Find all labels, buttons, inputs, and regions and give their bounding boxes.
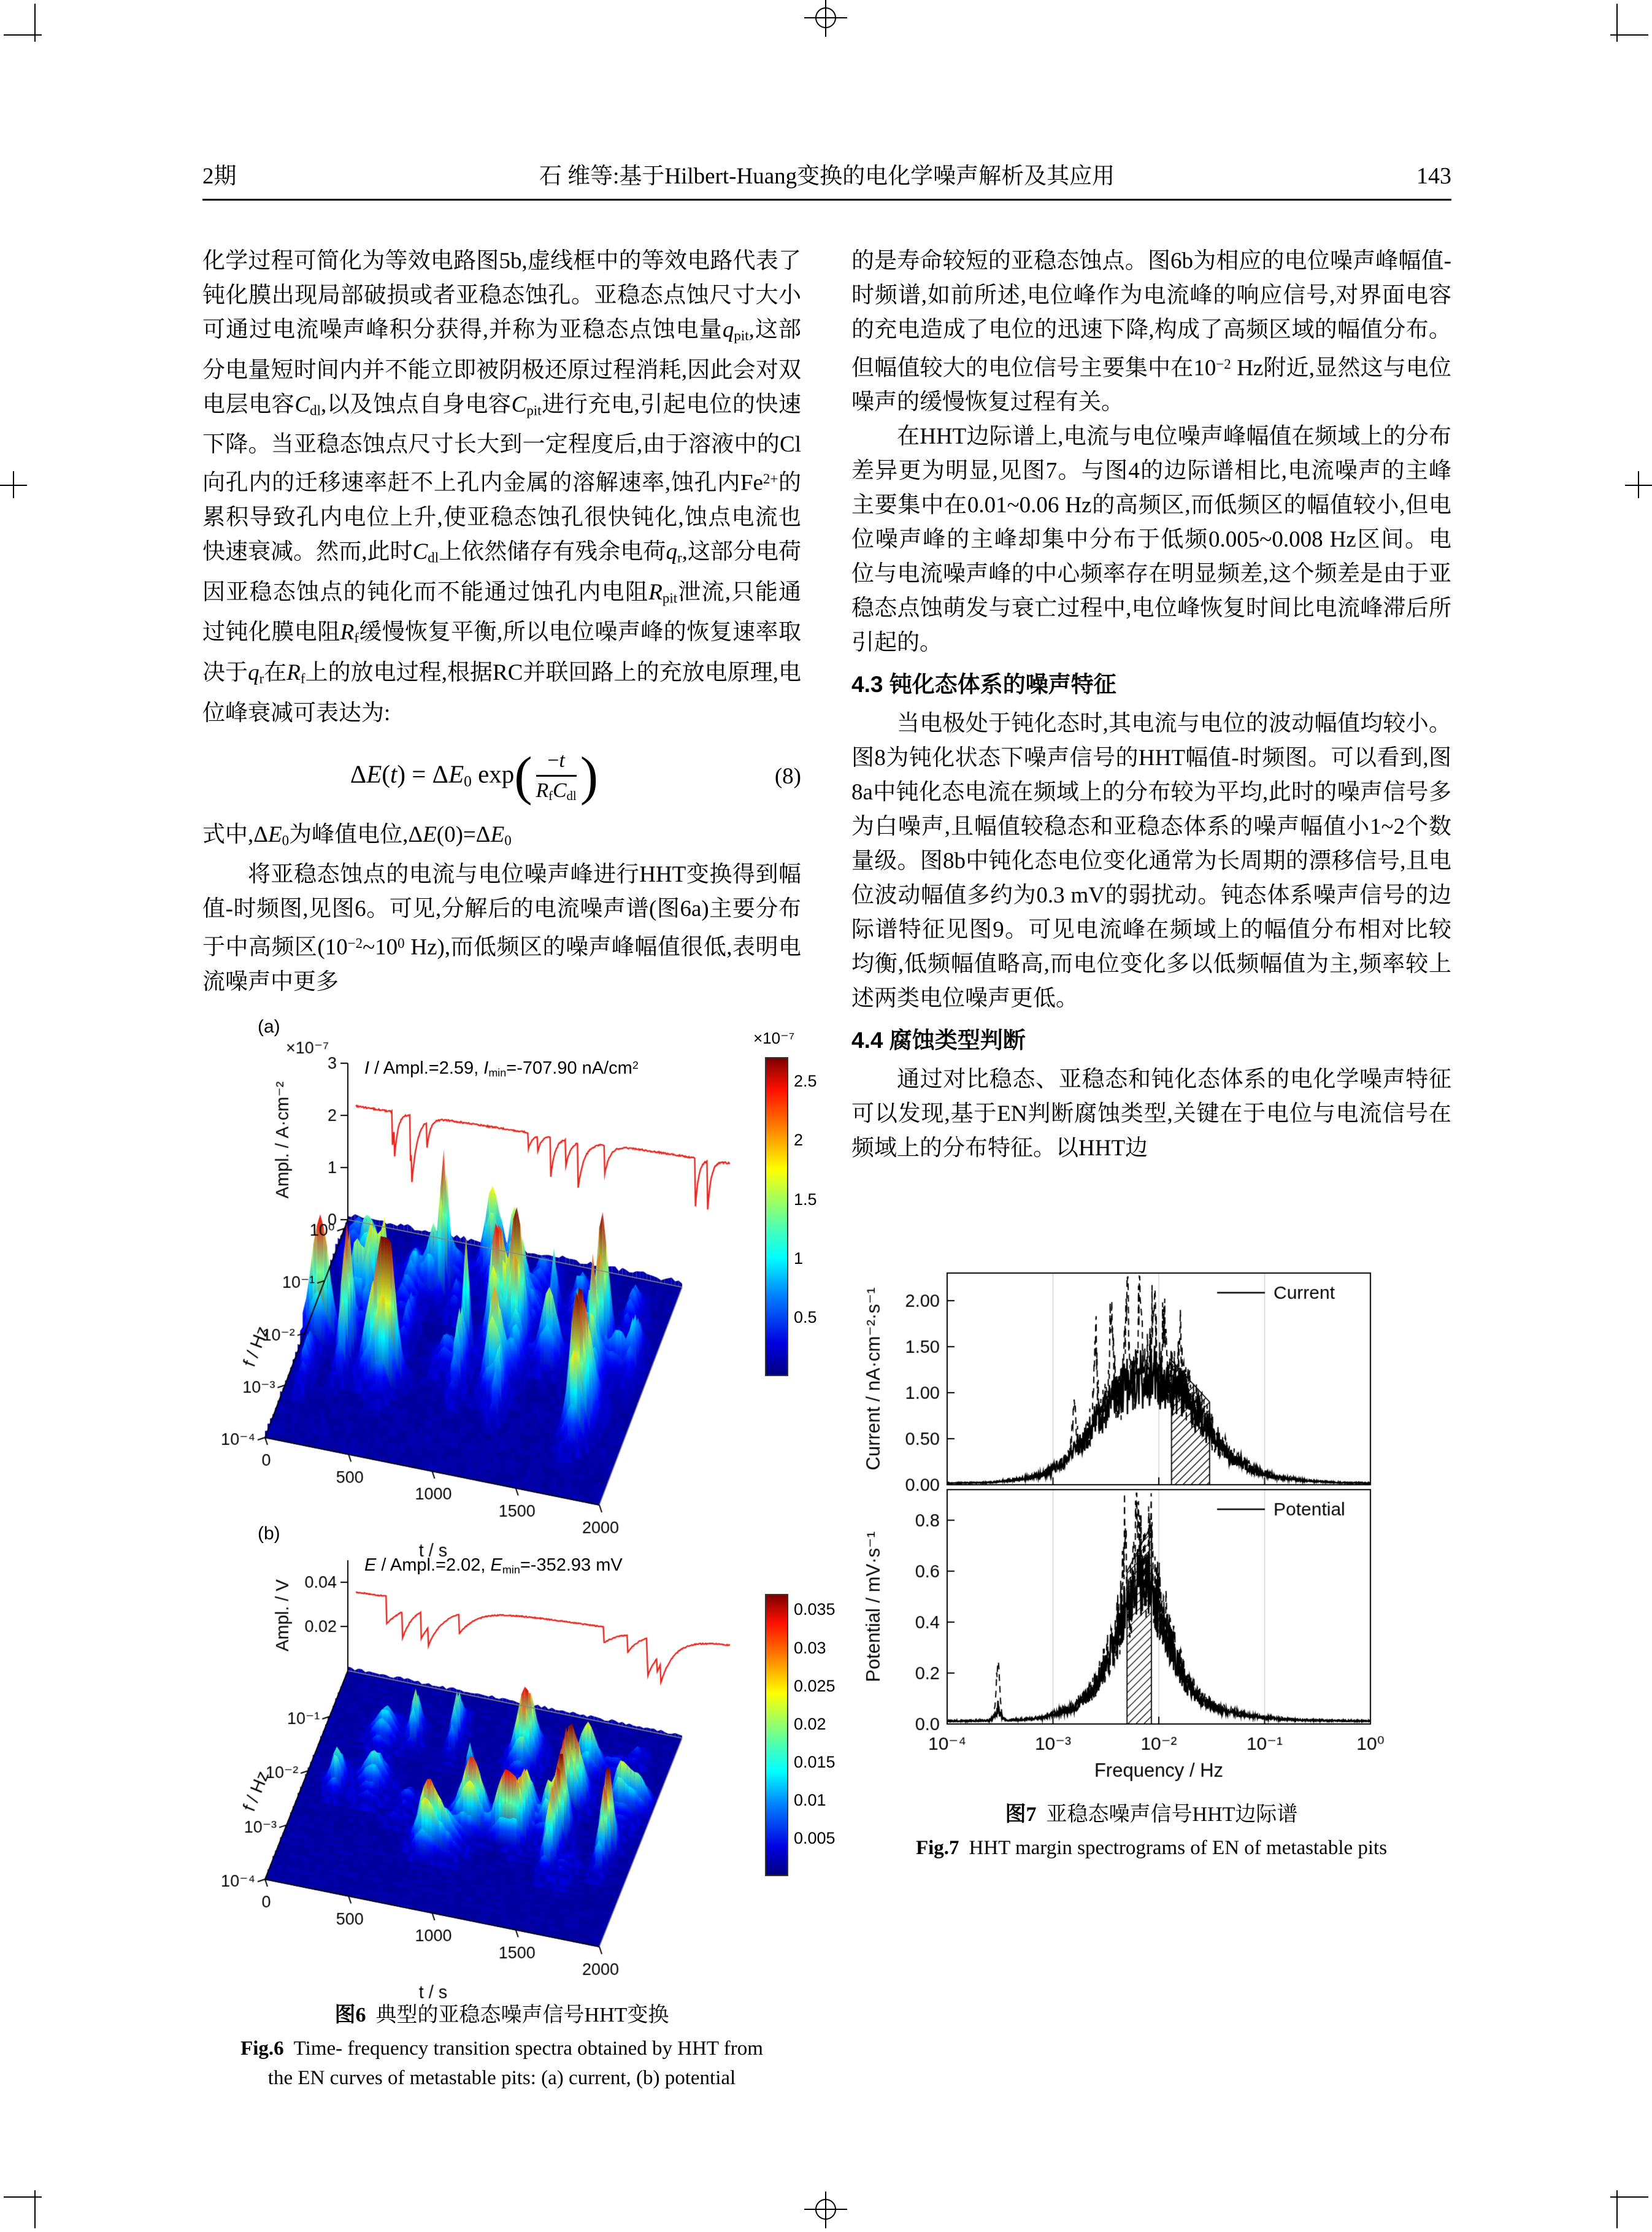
crop-mark-top-left-h [4, 34, 42, 36]
paragraph-metastable-circuit: 化学过程可简化为等效电路图5b,虚线框中的等效电路代表了钝化膜出现局部破损或者亚稳态蚀孔。亚稳态点蚀尺寸大小可通过电流噪声峰积分获得,并称为亚稳态点蚀电量$q_{pit}$,这部分电量短时间内并不能立即被阴极还原过程消耗,因此会对双电层电容$C_{dl}$,以及蚀点自身电容$C_{pit}$进行充电,引起电位的快速下降。当亚稳态蚀点尺寸长大到一定程度后,由于溶液中的Cl向孔内的迁移速率赶不上孔内金属的溶解速率,蚀孔内$Fe^{2+}$的累积导致孔内电位上升,使亚稳态蚀孔很快钝化,蚀点电流也快速衰减。然而,此时$C_{dl}$上依然储存有残余电荷$q_r$,这部分电荷因亚稳态蚀点的钝化而不能通过蚀孔内电阻$R_{pit}$泄流,只能通过钝化膜电阻$R_f$缓慢恢复平衡,所以电位噪声峰的恢复速率取决于$q_r$在$R_f$上的放电过程,根据RC并联回路上的充放电原理,电位峰衰减可表达为: [202, 248, 802, 726]
colorbar-tick-label: 1 [794, 1249, 804, 1268]
figure6b-surface-canvas [210, 1523, 750, 2020]
figure7-caption-cn-label: 图7 [1005, 1803, 1037, 1826]
paragraph-corrosion-type: 通过对比稳态、亚稳态和钝化态体系的电化学噪声特征可以发现,基于EN判断腐蚀类型,关键在于电位与电流信号在频域上的分布特征。以HHT边 [851, 1067, 1451, 1161]
figure6-panel-b [210, 1523, 836, 1991]
colorbar-tick-label: 0.005 [794, 1829, 836, 1848]
figure6a-colorbar-multiplier: ×10⁻⁷ [753, 1028, 795, 1047]
crop-mark-top-left-v [34, 4, 36, 42]
figure7-caption-en-text: HHT margin spectrograms of EN of metastable pits [969, 1837, 1388, 1860]
figure6b-colorbar [765, 1594, 788, 1876]
figure6b-panel-tag: (b) [258, 1523, 280, 1544]
registration-cross-left-v [13, 471, 14, 498]
column-right [851, 244, 1451, 1863]
running-title: 石 维等:基于Hilbert-Huang变换的电化学噪声解析及其应用 [539, 164, 1115, 189]
crop-mark-top-right-h [1610, 34, 1648, 36]
figure6a-annotation: I / Ampl.=2.59, $I_{min}=-707.90$ $nA/cm^2$ [364, 1058, 639, 1079]
registration-target-bottom-center-v [825, 2192, 826, 2228]
paragraph-potential-spectrum: 的是寿命较短的亚稳态蚀点。图6b为相应的电位噪声峰幅值-时频谱,如前所述,电位峰作为电流峰的响应信号,对界面电容的充电造成了电位的迅速下降,构成了高频区域的幅值分布。但幅值较大的电位信号主要集中在$10^{-2}$ Hz附近,显然这与电位噪声的缓慢恢复过程有关。 [851, 248, 1451, 415]
page-number: 143 [1416, 163, 1451, 189]
colorbar-tick-label: 0.02 [794, 1714, 826, 1733]
colorbar-tick-label: 0.015 [794, 1753, 836, 1772]
figure6-caption-en [238, 2034, 766, 2093]
colorbar-tick-label: 0.025 [794, 1676, 836, 1695]
colorbar-tick-label: 2 [794, 1131, 804, 1150]
column-left [202, 244, 836, 2093]
colorbar-tick-label: 2.5 [794, 1072, 817, 1091]
colorbar-tick-label: 0.01 [794, 1791, 826, 1810]
crop-mark-bottom-right-h [1610, 2196, 1648, 2198]
page-header [202, 157, 1451, 190]
figure6-caption-en-text: Time- frequency transition spectra obtained by HHT from the EN curves of metastable pits: (a) current, (b) potential [267, 2037, 763, 2089]
figure6a-surface-canvas [210, 1014, 750, 1566]
colorbar-tick-label: 0.035 [794, 1600, 836, 1619]
figure7-caption-cn [851, 1799, 1451, 1831]
figure6b-annotation: E / Ampl.=2.02, $E_{min}=-352.93$ mV [364, 1555, 623, 1576]
figure6-caption-en-label: Fig.6 [240, 2037, 284, 2060]
colorbar-tick-label: 1.5 [794, 1190, 817, 1209]
colorbar-tick-label: 0.03 [794, 1638, 826, 1657]
paragraph-passive-noise: 当电极处于钝化态时,其电流与电位的波动幅值均较小。图8为钝化状态下噪声信号的HHT幅值-时频图。可以看到,图8a中钝化态电流在频域上的分布较为平均,此时的噪声信号多为白噪声,且幅值较稳态和亚稳态体系的噪声幅值小1~2个数量级。图8b中钝化态电位变化通常为长周期的漂移信号,且电位波动幅值多约为0.3 mV的弱扰动。钝态体系噪声信号的边际谱特征见图9。可见电流峰在频域上的幅值分布相对比较均衡,低频幅值略高,而电位变化多以低频幅值为主,频率较上述两类电位噪声更低。 [851, 711, 1451, 1012]
figure7-caption-en-label: Fig.7 [915, 1837, 959, 1860]
section-heading-4-3: 4.3 钝化态体系的噪声特征 [851, 672, 1116, 698]
header-rule [202, 199, 1451, 201]
paragraph-margin-spectrum: 在HHT边际谱上,电流与电位噪声峰幅值在频域上的分布差异更为明显,见图7。与图4的边际谱相比,电流噪声的主峰主要集中在0.01~0.06 Hz的高频区,而低频区的幅值较小,但电位噪声峰的主峰却集中分布于低频0.005~0.008 Hz区间。电位与电流噪声峰的中心频率存在明显频差,这个频差是由于亚稳态点蚀萌发与衰亡过程中,电位峰恢复时间比电流峰滞后所引起的。 [851, 424, 1451, 656]
paragraph-hht-transform: 将亚稳态蚀点的电流与电位噪声峰进行HHT变换得到幅值-时频图,见图6。可见,分解后的电流噪声谱(图6a)主要分布于中高频区($10^{-2}\sim 10^0$ Hz),而低频区的噪声峰幅值很低,表明电流噪声中更多 [202, 862, 801, 995]
figure7-caption-cn-text: 亚稳态噪声信号HHT边际谱 [1046, 1803, 1298, 1826]
figure6a-panel-tag: (a) [258, 1016, 280, 1037]
figure6-panel-a [210, 1014, 836, 1523]
journal-issue: 2期 [202, 164, 237, 189]
equation-8-number: (8) [774, 764, 801, 790]
figure7-margin-spectra-canvas [855, 1252, 1426, 1785]
crop-mark-bottom-left-h [4, 2196, 42, 2198]
registration-cross-right-v [1638, 471, 1639, 498]
section-heading-4-4: 4.4 腐蚀类型判断 [851, 1028, 1026, 1053]
crop-mark-top-right-v [1616, 4, 1618, 42]
equation-8-body: $\Delta E(t) = \Delta E_0$ exp( $\frac{-t}{R_fC_{dl}}$ ) [350, 746, 599, 807]
figure6a-colorbar [765, 1057, 788, 1376]
colorbar-tick-label: 0.5 [794, 1308, 817, 1327]
registration-target-top-center-v [825, 0, 826, 37]
figure7-caption-en [888, 1833, 1415, 1863]
figure7 [855, 1252, 1426, 1790]
paragraph-equation-note: 式中$,\Delta E_0$为峰值电位$,\Delta E(0)=\Delta E_0$ [202, 822, 512, 849]
equation-8 [202, 746, 801, 807]
figure6 [210, 1014, 836, 1991]
